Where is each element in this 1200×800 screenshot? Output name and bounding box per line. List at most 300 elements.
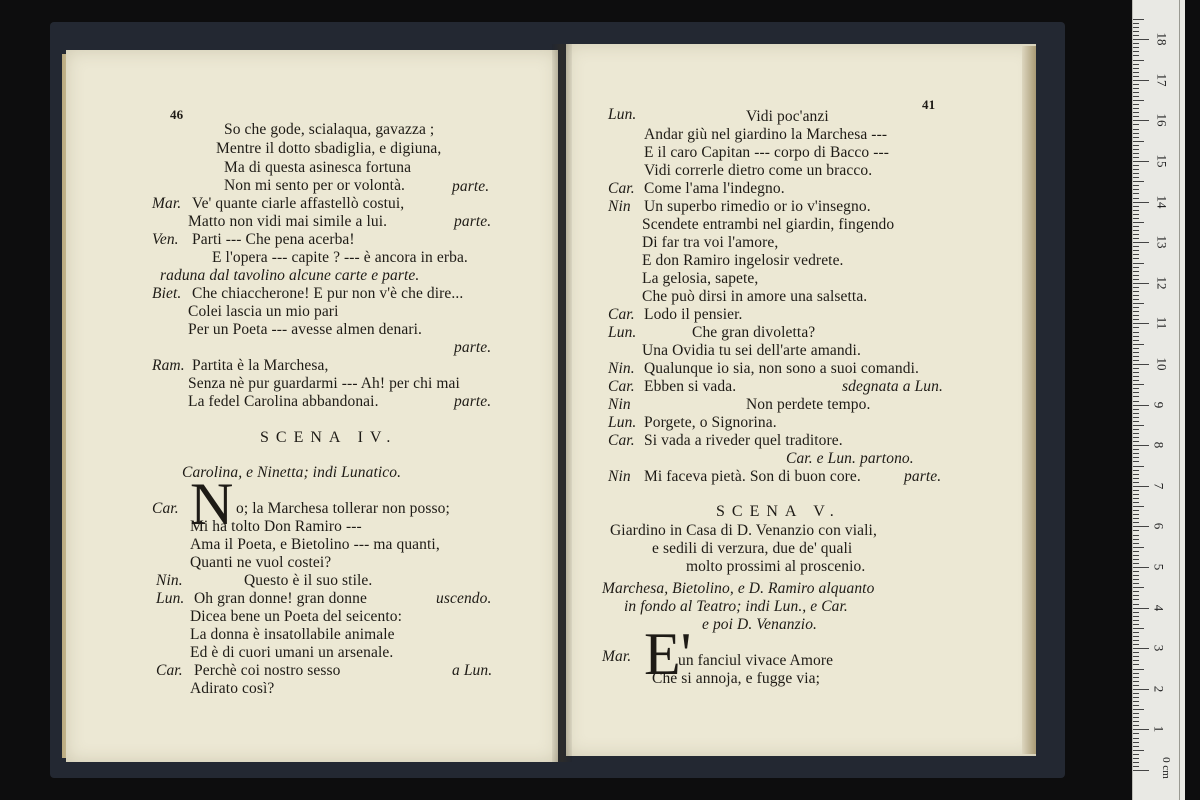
ruler-edge-line bbox=[1179, 0, 1180, 800]
ruler-tick bbox=[1133, 652, 1139, 653]
ruler-tick bbox=[1133, 129, 1139, 130]
ruler-tick bbox=[1133, 559, 1139, 560]
right-line: Come l'ama l'indegno. bbox=[644, 180, 785, 197]
ruler-tick bbox=[1133, 409, 1139, 410]
ruler-tick bbox=[1133, 758, 1139, 759]
ruler-tick bbox=[1133, 356, 1139, 357]
left-line: Mentre il dotto sbadiglia, e digiuna, bbox=[216, 140, 442, 157]
ruler-tick bbox=[1133, 189, 1139, 190]
ruler-tick bbox=[1133, 526, 1149, 527]
speaker-label: Nin bbox=[608, 396, 631, 413]
ruler-tick bbox=[1133, 421, 1139, 422]
left-line: Che chiaccherone! E pur non v'è che dire... bbox=[192, 285, 464, 302]
ruler-tick bbox=[1133, 717, 1139, 718]
ruler-tick bbox=[1133, 348, 1139, 349]
ruler-number: 2 bbox=[1151, 685, 1167, 693]
left-page-number: 46 bbox=[170, 107, 184, 122]
ruler-tick bbox=[1133, 599, 1139, 600]
ruler-tick bbox=[1133, 583, 1139, 584]
left-line: Ma di questa asinesca fortuna bbox=[224, 159, 412, 176]
measuring-ruler bbox=[1132, 0, 1185, 800]
ruler-tick bbox=[1133, 608, 1149, 609]
ruler-tick bbox=[1133, 202, 1149, 203]
speaker-label: Lun. bbox=[608, 324, 637, 341]
ruler-tick bbox=[1133, 141, 1144, 142]
ruler-tick bbox=[1133, 23, 1139, 24]
ruler-tick bbox=[1133, 124, 1139, 125]
right-line: E il caro Capitan --- corpo di Bacco --- bbox=[644, 144, 890, 161]
ruler-tick bbox=[1133, 575, 1139, 576]
stage-direction: parte. bbox=[454, 213, 492, 230]
left-line: La fedel Carolina abbandonai. bbox=[188, 393, 379, 410]
ruler-tick bbox=[1133, 535, 1139, 536]
ruler-tick bbox=[1133, 417, 1139, 418]
ruler-number: 4 bbox=[1151, 604, 1167, 611]
stage-direction: a Lun. bbox=[452, 662, 493, 679]
ruler-tick bbox=[1133, 648, 1149, 649]
book-gutter bbox=[552, 44, 572, 762]
stage-direction: parte. bbox=[454, 393, 492, 410]
speaker-label: Biet. bbox=[152, 285, 182, 302]
right-line: un fanciul vivace Amore bbox=[678, 652, 834, 669]
ruler-tick bbox=[1133, 64, 1139, 65]
ruler-tick bbox=[1133, 340, 1139, 341]
ruler-number: 16 bbox=[1154, 113, 1170, 127]
ruler-tick bbox=[1133, 482, 1139, 483]
ruler-tick bbox=[1133, 405, 1149, 406]
ruler-tick bbox=[1133, 681, 1139, 682]
ruler-tick bbox=[1133, 636, 1139, 637]
right-line: Una Ovidia tu sei dell'arte amandi. bbox=[642, 342, 861, 359]
ruler-tick bbox=[1133, 275, 1139, 276]
ruler-tick bbox=[1133, 198, 1139, 199]
ruler-tick bbox=[1133, 725, 1139, 726]
speaker-label: Nin. bbox=[156, 572, 183, 589]
ruler-tick bbox=[1133, 263, 1144, 264]
ruler-tick bbox=[1133, 145, 1139, 146]
stage-direction: parte. bbox=[454, 339, 492, 356]
ruler-number: 9 bbox=[1151, 401, 1167, 408]
ruler-tick bbox=[1133, 104, 1139, 105]
ruler-tick bbox=[1133, 210, 1139, 211]
left-line: Colei lascia un mio pari bbox=[188, 303, 339, 320]
ruler-tick bbox=[1133, 518, 1139, 519]
ruler-tick bbox=[1133, 498, 1139, 499]
ruler-tick bbox=[1133, 303, 1144, 304]
left-line: Senza nè pur guardarmi --- Ah! per chi mai bbox=[188, 375, 460, 392]
left-line: La donna è insatollabile animale bbox=[190, 626, 395, 643]
ruler-tick bbox=[1133, 364, 1149, 365]
ruler-tick bbox=[1133, 332, 1139, 333]
ruler-tick bbox=[1133, 181, 1144, 182]
drop-cap: E' bbox=[644, 621, 692, 687]
ruler-tick bbox=[1133, 368, 1139, 369]
ruler-tick bbox=[1133, 685, 1139, 686]
ruler-tick bbox=[1133, 137, 1139, 138]
ruler-tick bbox=[1133, 709, 1144, 710]
ruler-tick bbox=[1133, 591, 1139, 592]
ruler-tick bbox=[1133, 470, 1139, 471]
left-line: Oh gran donne! gran donne bbox=[194, 590, 367, 607]
ruler-tick bbox=[1133, 738, 1139, 739]
ruler-tick bbox=[1133, 319, 1139, 320]
drop-cap: N bbox=[190, 471, 234, 537]
ruler-tick bbox=[1133, 506, 1144, 507]
right-line: Di far tra voi l'amore, bbox=[642, 234, 779, 251]
ruler-tick bbox=[1133, 291, 1139, 292]
ruler-tick bbox=[1133, 461, 1139, 462]
scene-setting-line: Giardino in Casa di D. Venanzio con viali, bbox=[610, 522, 877, 539]
speaker-label: Lun. bbox=[156, 590, 185, 607]
ruler-number: 8 bbox=[1151, 441, 1167, 449]
speaker-label: Car. bbox=[152, 500, 179, 517]
right-line: Che si annoja, e fugge via; bbox=[652, 670, 820, 687]
ruler-tick bbox=[1133, 746, 1139, 747]
ruler-tick bbox=[1133, 522, 1139, 523]
ruler-tick bbox=[1133, 311, 1139, 312]
ruler-tick bbox=[1133, 612, 1139, 613]
ruler-tick bbox=[1133, 250, 1139, 251]
ruler-tick bbox=[1133, 705, 1139, 706]
ruler-tick bbox=[1133, 401, 1139, 402]
right-line: Non perdete tempo. bbox=[746, 396, 871, 413]
ruler-tick bbox=[1133, 254, 1139, 255]
ruler-tick bbox=[1133, 449, 1139, 450]
ruler-tick bbox=[1133, 742, 1139, 743]
ruler-tick bbox=[1133, 230, 1139, 231]
ruler-tick bbox=[1133, 502, 1139, 503]
ruler-tick bbox=[1133, 72, 1139, 73]
ruler-tick bbox=[1133, 242, 1149, 243]
ruler-tick bbox=[1133, 149, 1139, 150]
left-line: Ama il Poeta, e Bietolino --- ma quanti, bbox=[190, 536, 440, 553]
left-line: Perchè coi nostro sesso bbox=[194, 662, 341, 679]
ruler-tick bbox=[1133, 133, 1139, 134]
speaker-label: Lun. bbox=[608, 106, 637, 123]
left-line: E l'opera --- capite ? --- è ancora in erba. bbox=[212, 249, 468, 266]
left-line: Dicea bene un Poeta del seicento: bbox=[190, 608, 403, 625]
speaker-label: Nin bbox=[608, 468, 631, 485]
ruler-tick bbox=[1133, 770, 1149, 771]
right-page bbox=[566, 44, 1036, 756]
ruler-tick bbox=[1133, 27, 1139, 28]
ruler-number: 18 bbox=[1154, 32, 1170, 46]
ruler-tick bbox=[1133, 226, 1139, 227]
ruler-tick bbox=[1133, 153, 1139, 154]
ruler-tick bbox=[1133, 733, 1139, 734]
ruler-unit-label: 0 cm bbox=[1159, 757, 1172, 779]
ruler-tick bbox=[1133, 100, 1144, 101]
speaker-label: Ven. bbox=[152, 231, 179, 248]
ruler-tick bbox=[1133, 656, 1139, 657]
ruler-tick bbox=[1133, 445, 1149, 446]
scene-cast-line: in fondo al Teatro; indi Lun., e Car. bbox=[624, 598, 848, 615]
ruler-number: 1 bbox=[1151, 726, 1167, 733]
left-line: So che gode, scialaqua, gavazza ; bbox=[224, 121, 435, 138]
ruler-tick bbox=[1133, 376, 1139, 377]
ruler-tick bbox=[1133, 116, 1139, 117]
ruler-tick bbox=[1133, 60, 1144, 61]
ruler-tick bbox=[1133, 55, 1139, 56]
ruler-tick bbox=[1133, 701, 1139, 702]
right-page-number: 41 bbox=[922, 97, 936, 112]
right-line: Si vada a riveder quel traditore. bbox=[644, 432, 843, 449]
ruler-tick bbox=[1133, 457, 1139, 458]
ruler-tick bbox=[1133, 579, 1139, 580]
stage-direction: parte. bbox=[452, 178, 490, 195]
ruler-tick bbox=[1133, 628, 1144, 629]
ruler-tick bbox=[1133, 396, 1139, 397]
left-page bbox=[66, 50, 558, 762]
ruler-tick bbox=[1133, 510, 1139, 511]
ruler-tick bbox=[1133, 92, 1139, 93]
ruler-tick bbox=[1133, 644, 1139, 645]
right-line: Ebben si vada. bbox=[644, 378, 737, 395]
ruler-tick bbox=[1133, 466, 1144, 467]
ruler-tick bbox=[1133, 112, 1139, 113]
ruler-tick bbox=[1133, 47, 1139, 48]
ruler-tick bbox=[1133, 327, 1139, 328]
ruler-tick bbox=[1133, 563, 1139, 564]
ruler-number: 11 bbox=[1154, 317, 1170, 330]
ruler-tick bbox=[1133, 279, 1139, 280]
ruler-tick bbox=[1133, 530, 1139, 531]
ruler-tick bbox=[1133, 238, 1139, 239]
left-line: Ed è di cuori umani un arsenale. bbox=[190, 644, 394, 661]
stage-direction: uscendo. bbox=[436, 590, 492, 607]
ruler-tick bbox=[1133, 429, 1139, 430]
ruler-tick bbox=[1133, 713, 1139, 714]
ruler-number: 17 bbox=[1154, 73, 1170, 87]
ruler-tick bbox=[1133, 754, 1139, 755]
ruler-tick bbox=[1133, 177, 1139, 178]
ruler-number: 3 bbox=[1151, 644, 1167, 652]
ruler-tick bbox=[1133, 762, 1139, 763]
left-line: Per un Poeta --- avesse almen denari. bbox=[188, 321, 422, 338]
ruler-tick bbox=[1133, 193, 1139, 194]
ruler-tick bbox=[1133, 384, 1144, 385]
ruler-tick bbox=[1133, 478, 1139, 479]
speaker-label: Lun. bbox=[608, 414, 637, 431]
ruler-tick bbox=[1133, 80, 1149, 81]
ruler-tick bbox=[1133, 295, 1139, 296]
ruler-tick bbox=[1133, 222, 1144, 223]
right-line: Un superbo rimedio or io v'insegno. bbox=[644, 198, 871, 215]
ruler-tick bbox=[1133, 19, 1144, 20]
ruler-tick bbox=[1133, 551, 1139, 552]
right-line: Lodo il pensier. bbox=[644, 306, 743, 323]
ruler-tick bbox=[1133, 624, 1139, 625]
ruler-tick bbox=[1133, 620, 1139, 621]
ruler-tick bbox=[1133, 425, 1144, 426]
ruler-tick bbox=[1133, 161, 1149, 162]
ruler-tick bbox=[1133, 323, 1149, 324]
ruler-tick bbox=[1133, 660, 1139, 661]
ruler-tick bbox=[1133, 567, 1149, 568]
speaker-label: Car. bbox=[608, 180, 635, 197]
ruler-tick bbox=[1133, 120, 1149, 121]
ruler-number: 7 bbox=[1151, 482, 1167, 490]
ruler-tick bbox=[1133, 689, 1149, 690]
ruler-tick bbox=[1133, 283, 1149, 284]
ruler-tick bbox=[1133, 514, 1139, 515]
left-line: Questo è il suo stile. bbox=[244, 572, 373, 589]
ruler-tick bbox=[1133, 486, 1149, 487]
right-line: Porgete, o Signorina. bbox=[644, 414, 777, 431]
ruler-tick bbox=[1133, 88, 1139, 89]
right-line: Vidi correrle dietro come un bracco. bbox=[644, 162, 873, 179]
ruler-tick bbox=[1133, 555, 1139, 556]
speaker-label: Car. bbox=[608, 306, 635, 323]
ruler-tick bbox=[1133, 587, 1144, 588]
ruler-tick bbox=[1133, 299, 1139, 300]
left-line: Ve' quante ciarle affastellò costui, bbox=[192, 195, 405, 212]
right-line: Andar giù nel giardino la Marchesa --- bbox=[644, 126, 888, 143]
left-line: o; la Marchesa tollerar non posso; bbox=[236, 500, 450, 517]
ruler-tick bbox=[1133, 437, 1139, 438]
ruler-tick bbox=[1133, 632, 1139, 633]
ruler-tick bbox=[1133, 344, 1144, 345]
ruler-tick bbox=[1133, 693, 1139, 694]
ruler-tick bbox=[1133, 474, 1139, 475]
ruler-tick bbox=[1133, 157, 1139, 158]
ruler-tick bbox=[1133, 287, 1139, 288]
right-page-edge bbox=[1022, 46, 1036, 754]
scene-cast-line: Marchesa, Bietolino, e D. Ramiro alquanto bbox=[602, 580, 875, 597]
speaker-label: Mar. bbox=[602, 648, 632, 665]
left-line: Non mi sento per or volontà. bbox=[224, 177, 406, 194]
ruler-tick bbox=[1133, 669, 1144, 670]
ruler-number: 14 bbox=[1154, 195, 1170, 209]
ruler-tick bbox=[1133, 96, 1139, 97]
left-line: Partita è la Marchesa, bbox=[192, 357, 329, 374]
right-line: Mi faceva pietà. Son di buon core. bbox=[644, 468, 861, 485]
ruler-tick bbox=[1133, 271, 1139, 272]
ruler-number: 10 bbox=[1154, 357, 1170, 371]
ruler-tick bbox=[1133, 39, 1149, 40]
ruler-tick bbox=[1133, 547, 1144, 548]
ruler-tick bbox=[1133, 604, 1139, 605]
ruler-tick bbox=[1133, 721, 1139, 722]
right-line: Che gran divoletta? bbox=[692, 324, 816, 341]
speaker-label: Car. bbox=[608, 378, 635, 395]
scene-cast-line: e poi D. Venanzio. bbox=[702, 616, 818, 633]
ruler-number: 5 bbox=[1151, 563, 1167, 571]
right-line: Che può dirsi in amore una salsetta. bbox=[642, 288, 868, 305]
ruler-tick bbox=[1133, 697, 1139, 698]
ruler-tick bbox=[1133, 307, 1139, 308]
left-line: Quanti ne vuol costei? bbox=[190, 554, 332, 571]
ruler-tick bbox=[1133, 543, 1139, 544]
ruler-tick bbox=[1133, 218, 1139, 219]
ruler-tick bbox=[1133, 413, 1139, 414]
speaker-label: Nin bbox=[608, 198, 631, 215]
scene-cast: Carolina, e Ninetta; indi Lunatico. bbox=[182, 464, 402, 481]
stage-direction: Car. e Lun. partono. bbox=[786, 450, 914, 467]
ruler-tick bbox=[1133, 43, 1139, 44]
right-line: Qualunque io sia, non sono a suoi comandi. bbox=[644, 360, 919, 377]
left-line: Parti --- Che pena acerba! bbox=[192, 231, 355, 248]
ruler-tick bbox=[1133, 539, 1139, 540]
ruler-tick bbox=[1133, 750, 1144, 751]
ruler-tick bbox=[1133, 258, 1139, 259]
left-line: Matto non vidi mai simile a lui. bbox=[188, 213, 388, 230]
ruler-tick bbox=[1133, 453, 1139, 454]
ruler-tick bbox=[1133, 595, 1139, 596]
ruler-tick bbox=[1133, 51, 1139, 52]
ruler-tick bbox=[1133, 766, 1139, 767]
left-line: Adirato così? bbox=[190, 680, 275, 697]
ruler-tick bbox=[1133, 494, 1139, 495]
speaker-label: Ram. bbox=[152, 357, 185, 374]
ruler-tick bbox=[1133, 388, 1139, 389]
ruler-tick bbox=[1133, 664, 1139, 665]
ruler-tick bbox=[1133, 169, 1139, 170]
speaker-label: Car. bbox=[156, 662, 183, 679]
ruler-tick bbox=[1133, 108, 1139, 109]
ruler-tick bbox=[1133, 673, 1139, 674]
ruler-tick bbox=[1133, 173, 1139, 174]
speaker-label: Car. bbox=[608, 432, 635, 449]
ruler-tick bbox=[1133, 392, 1139, 393]
scene-heading: SCENA V. bbox=[716, 503, 841, 520]
ruler-tick bbox=[1133, 35, 1139, 36]
ruler-tick bbox=[1133, 490, 1139, 491]
ruler-number: 6 bbox=[1151, 523, 1167, 530]
ruler-tick bbox=[1133, 246, 1139, 247]
stage-direction: parte. bbox=[904, 468, 942, 485]
right-line: Scendete entrambi nel giardin, fingendo bbox=[642, 216, 895, 233]
scene-setting-line: e sedili di verzura, due de' quali bbox=[652, 540, 853, 557]
speaker-label: Nin. bbox=[608, 360, 635, 377]
ruler-tick bbox=[1133, 76, 1139, 77]
stage-direction: raduna dal tavolino alcune carte e parte. bbox=[160, 267, 420, 284]
left-line: Mi ha tolto Don Ramiro --- bbox=[190, 518, 362, 535]
scene-setting-line: molto prossimi al proscenio. bbox=[686, 558, 866, 575]
ruler-tick bbox=[1133, 84, 1139, 85]
ruler-tick bbox=[1133, 360, 1139, 361]
ruler-tick bbox=[1133, 729, 1149, 730]
ruler-tick bbox=[1133, 380, 1139, 381]
ruler-tick bbox=[1133, 68, 1139, 69]
right-line: E don Ramiro ingelosir vedrete. bbox=[642, 252, 844, 269]
ruler-tick bbox=[1133, 214, 1139, 215]
scene-heading: SCENA IV. bbox=[260, 429, 398, 446]
ruler-tick bbox=[1133, 206, 1139, 207]
ruler-tick bbox=[1133, 336, 1139, 337]
ruler-tick bbox=[1133, 185, 1139, 186]
ruler-tick bbox=[1133, 315, 1139, 316]
ruler-tick bbox=[1133, 352, 1139, 353]
ruler-number: 15 bbox=[1154, 154, 1170, 168]
ruler-tick bbox=[1133, 234, 1139, 235]
right-line: La gelosia, sapete, bbox=[642, 270, 759, 287]
stage-direction: sdegnata a Lun. bbox=[842, 378, 943, 395]
ruler-tick bbox=[1133, 677, 1139, 678]
right-line: Vidi poc'anzi bbox=[746, 108, 829, 125]
ruler-tick bbox=[1133, 31, 1139, 32]
ruler-tick bbox=[1133, 267, 1139, 268]
speaker-label: Mar. bbox=[152, 195, 182, 212]
ruler-tick bbox=[1133, 616, 1139, 617]
ruler-tick bbox=[1133, 372, 1139, 373]
ruler-number: 12 bbox=[1154, 276, 1170, 290]
ruler-number: 13 bbox=[1154, 235, 1170, 249]
ruler-tick bbox=[1133, 441, 1139, 442]
ruler-tick bbox=[1133, 571, 1139, 572]
ruler-tick bbox=[1133, 433, 1139, 434]
ruler-tick bbox=[1133, 640, 1139, 641]
